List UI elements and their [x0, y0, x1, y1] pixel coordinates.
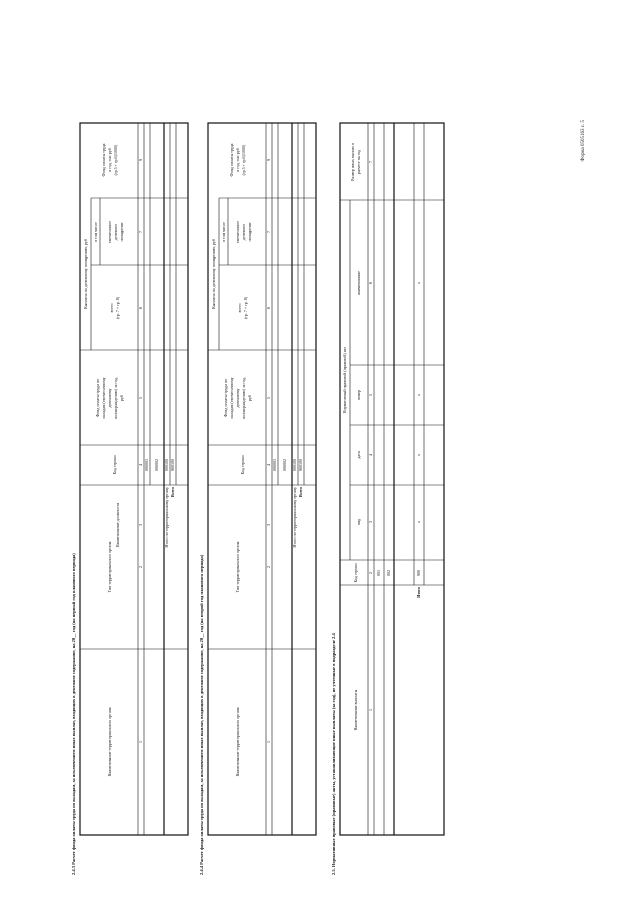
svg-text:(гр. 7 + гр. 8): (гр. 7 + гр. 8)	[242, 296, 248, 320]
subtotal-code: 000100	[291, 459, 297, 471]
svg-text:денежному: денежному	[234, 388, 240, 408]
svg-text:5: 5	[265, 397, 271, 399]
svg-text:3: 3	[367, 521, 373, 523]
svg-text:5: 5	[367, 394, 373, 396]
svg-text:в год, тыс руб: в год, тыс руб	[106, 148, 112, 172]
section-title: 2.4.3 Расчет фонда оплаты труда по окладам, за исключением иных выплат, входящих в денежное содержание, на 20__ год (на первый год планового периода)	[71, 553, 77, 875]
svg-text:окладам (ежемесячному: окладам (ежемесячному	[228, 377, 234, 419]
header-size	[350, 143, 361, 181]
svg-text:всего: всего	[108, 303, 114, 313]
svg-text:1: 1	[367, 709, 373, 711]
section-title: 2.4.4 Расчет фонда оплаты труда по окладам, за исключением иных выплат, входящих в денежное содержание, на 20__ год (на второй год планового периода)	[199, 554, 205, 875]
svg-text:6: 6	[367, 282, 373, 284]
total-label: Всего	[297, 487, 303, 497]
header-type: Тип территориального органа	[234, 541, 240, 593]
total-label: Всего	[169, 487, 175, 497]
section-title: 2.5. Нормативные правовые (правовые) акты, устанавливающие иные выплаты (за год), не учтенные в подразделе 2.4	[331, 633, 337, 875]
svg-text:расчете на год: расчете на год	[355, 149, 361, 175]
svg-text:(гр.5 + гр.6)/1000): (гр.5 + гр.6)/1000)	[112, 144, 118, 176]
header-monthly	[107, 221, 124, 243]
svg-text:руб: руб	[118, 395, 124, 401]
svg-text:6: 6	[137, 307, 143, 309]
svg-text:7: 7	[367, 161, 373, 163]
svg-text:3: 3	[265, 524, 271, 526]
column-numbers	[138, 159, 143, 743]
svg-text:вознаграждению) за год,: вознаграждению) за год,	[112, 377, 118, 419]
header-date: дата	[355, 451, 361, 459]
total-code: 900100	[169, 459, 175, 471]
svg-text:4: 4	[137, 464, 143, 466]
svg-text:руб: руб	[246, 395, 252, 401]
subtotal-label: Итого по территориальному органу	[163, 487, 169, 548]
header-fund	[223, 377, 252, 419]
svg-text:4: 4	[367, 454, 373, 456]
subtotal-code: 000100	[163, 459, 169, 471]
table-2-4-3	[80, 123, 188, 835]
svg-text:7: 7	[137, 231, 143, 233]
header-including: в том числе	[220, 222, 226, 242]
code-000002: 000002	[281, 459, 287, 471]
svg-text:денежному: денежному	[106, 388, 112, 408]
svg-text:Фонд оплаты труда: Фонд оплаты труда	[228, 143, 234, 177]
total-code: 900100	[297, 459, 303, 471]
svg-text:4: 4	[265, 464, 271, 466]
svg-text:(гр.5 + гр.6)/1000): (гр.5 + гр.6)/1000)	[240, 144, 246, 176]
header-title: наименование	[355, 270, 361, 296]
svg-text:окладам (ежемесячному: окладам (ежемесячному	[100, 377, 106, 419]
svg-text:(гр. 7 + гр. 8): (гр. 7 + гр. 8)	[114, 296, 120, 320]
header-year-fund	[101, 143, 118, 176]
svg-text:6: 6	[265, 307, 271, 309]
svg-text:поощрение: поощрение	[118, 222, 124, 242]
header-payment-name: Наименование выплаты	[352, 689, 358, 731]
header-payments: Выплаты по денежному поощрению, руб	[82, 238, 88, 310]
svg-text:ежемесячное: ежемесячное	[106, 220, 112, 244]
header-fund	[95, 377, 124, 419]
svg-text:всего: всего	[236, 303, 242, 313]
svg-text:Фонд оплаты труда по: Фонд оплаты труда по	[94, 378, 100, 418]
header-code	[112, 455, 117, 475]
header-name: Наименование территориального органа	[106, 707, 112, 777]
svg-text:Размер иных выплат в: Размер иных выплат в	[349, 143, 355, 181]
svg-text:9: 9	[265, 159, 271, 161]
svg-text:Код строки: Код строки	[111, 455, 117, 475]
section-2-4-4	[199, 123, 316, 875]
total-row	[416, 282, 421, 598]
svg-text:Фонд оплаты труда: Фонд оплаты труда	[100, 143, 106, 177]
x-mark: x	[415, 394, 421, 396]
header-monthly	[235, 221, 252, 243]
svg-text:Фонд оплаты труда по: Фонд оплаты труда по	[222, 378, 228, 418]
header-number: номер	[355, 389, 361, 401]
table-2-5	[340, 123, 444, 835]
header-year-fund	[229, 143, 246, 176]
code-000001: 000001	[143, 459, 149, 471]
form-label: Форма 0505163 с. 5	[581, 120, 587, 162]
svg-text:1: 1	[265, 741, 271, 743]
header-code: Код строки	[352, 563, 358, 583]
svg-text:вознаграждению) за год,: вознаграждению) за год,	[240, 377, 246, 419]
x-mark: x	[415, 282, 421, 284]
svg-text:2: 2	[367, 572, 373, 574]
svg-text:в год, тыс руб: в год, тыс руб	[234, 148, 240, 172]
header-type: Тип территориального органа	[106, 541, 112, 593]
header-name: Наименование территориального органа	[234, 707, 240, 777]
header-total	[109, 296, 120, 319]
subtotal-label: Итого по территориальному органу	[291, 487, 297, 548]
section-2-4-3	[71, 123, 188, 875]
column-numbers	[368, 161, 373, 711]
x-mark: x	[415, 521, 421, 523]
table-2-4-4	[208, 123, 316, 835]
svg-text:5: 5	[137, 397, 143, 399]
header-including: в том числе	[92, 222, 98, 242]
header-act: Нормативный правовой (правовой) акт	[341, 346, 347, 414]
code-000001: 000001	[271, 459, 277, 471]
svg-text:ежемесячное: ежемесячное	[234, 220, 240, 244]
svg-text:денежное: денежное	[112, 223, 118, 241]
header-code: Код строки	[239, 455, 245, 475]
section-2-5	[331, 123, 444, 875]
x-mark: x	[415, 454, 421, 456]
svg-text:денежное: денежное	[240, 223, 246, 241]
column-numbers	[266, 159, 271, 743]
header-total	[237, 296, 248, 319]
code-002: 002	[385, 570, 391, 576]
header-payments: Выплаты по денежному поощрению, руб	[210, 238, 216, 310]
code-000002: 000002	[153, 459, 159, 471]
svg-text:2: 2	[137, 566, 143, 568]
total-label: Итого	[415, 587, 421, 598]
svg-text:7: 7	[265, 231, 271, 233]
svg-text:3: 3	[137, 524, 143, 526]
total-code: 900	[415, 570, 421, 576]
svg-text:9: 9	[137, 159, 143, 161]
header-position: Наименование должности	[114, 502, 120, 548]
header-kind: вид	[355, 518, 361, 526]
code-001: 001	[375, 570, 381, 576]
svg-text:1: 1	[137, 741, 143, 743]
svg-text:2: 2	[265, 566, 271, 568]
svg-text:поощрение: поощрение	[246, 222, 252, 242]
